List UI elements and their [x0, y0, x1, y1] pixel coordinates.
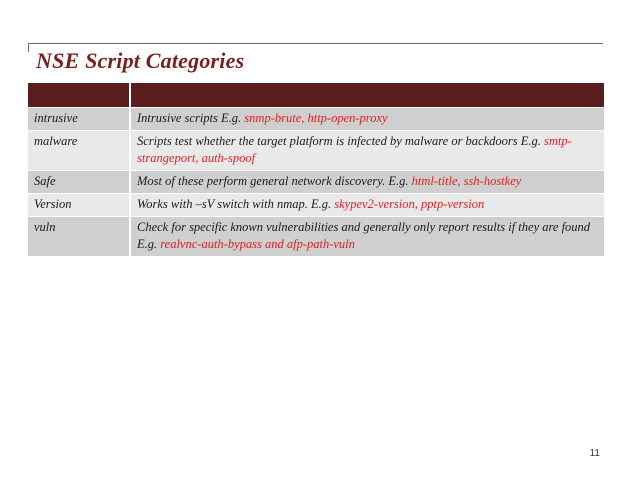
table-row	[28, 130, 604, 170]
category-cell: malware	[28, 130, 131, 170]
example-scripts: realvnc-auth-bypass and afp-path-vuln	[160, 237, 355, 251]
table-row	[28, 107, 604, 130]
table-header-cell-description	[131, 83, 604, 107]
table-header-row	[28, 83, 604, 107]
table-row	[28, 193, 604, 216]
description-cell	[131, 193, 604, 216]
category-cell: Version	[28, 193, 131, 216]
description-text: Most of these perform general network discovery. E.g.	[137, 174, 409, 188]
example-scripts: skypev2-version, pptp-version	[334, 197, 485, 211]
table-row	[28, 216, 604, 256]
slide-title: NSE Script Categories	[36, 48, 245, 73]
left-divider-tick	[28, 43, 29, 52]
example-scripts: html-title, ssh-hostkey	[411, 174, 522, 188]
example-scripts: smtp-strangeport, auth-spoof	[137, 134, 572, 165]
page-number: 11	[589, 448, 600, 459]
category-cell: vuln	[28, 216, 131, 256]
category-cell: intrusive	[28, 107, 131, 130]
description-text: Check for specific known vulnerabilities and generally only report results if they are found E.g.	[137, 220, 591, 251]
description-cell	[131, 107, 604, 130]
table-header-cell-category	[28, 83, 131, 107]
description-text: Works with –sV switch with nmap. E.g.	[137, 197, 332, 211]
category-cell: Safe	[28, 170, 131, 193]
table-row	[28, 170, 604, 193]
description-cell	[131, 170, 604, 193]
example-scripts: snmp-brute, http-open-proxy	[244, 111, 388, 125]
top-divider-line	[28, 43, 603, 44]
description-cell	[131, 130, 604, 170]
description-cell	[131, 216, 604, 256]
description-text: Intrusive scripts E.g.	[137, 111, 242, 125]
description-text: Scripts test whether the target platform is infected by malware or backdoors E.g.	[137, 134, 541, 148]
categories-table	[28, 83, 604, 256]
